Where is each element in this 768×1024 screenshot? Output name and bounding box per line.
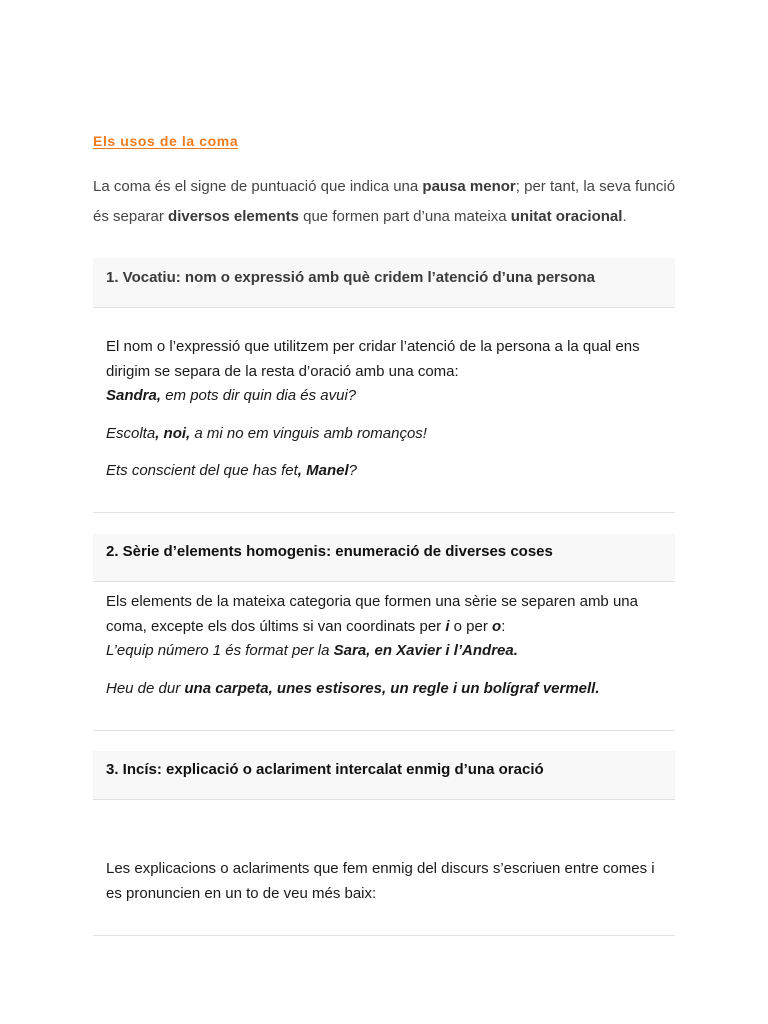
section-3-heading [93,751,675,800]
section-3-body [106,857,666,906]
example-bold: una carpeta, unes estisores, un regle i un bolígraf vermell. [184,679,600,697]
example-bold: Sandra, [106,387,162,404]
section-1-body [106,335,666,484]
section-3-heading-text: 3. Incís: explicació o aclariment intercalat enmig d’una oració [106,761,544,778]
section-1-example-1 [106,384,666,409]
section-2-example-1 [106,639,666,664]
description-text: : [501,617,506,635]
example-text: L’equip número 1 és format per la [106,642,334,659]
example-text: em pots dir quin dia és avui? [161,387,357,404]
section-2-description [106,590,666,639]
description-bold-o: o [492,617,502,635]
intro-paragraph [93,172,678,232]
example-bold: Sara, en Xavier i l’Andrea. [333,642,518,659]
intro-text: . [622,208,627,225]
section-1-description: El nom o l’expressió que utilitzem per cridar l’atenció de la persona a la qual ens dirigim se separa de la resta d’oració amb una coma: [106,338,640,380]
example-text: Escolta [106,424,156,442]
section-2-example-2 [106,677,666,702]
intro-text: que formen part d’una mateixa [298,208,511,225]
example-text: a mi no em vinguis amb romanços! [190,424,427,442]
document-title: Els usos de la coma [93,133,239,149]
section-1-divider [93,512,675,513]
section-2-body [106,590,666,701]
section-3-description: Les explicacions o aclariments que fem enmig del discurs s’escriuen entre comes i es pronuncien en un to de veu més baix: [106,860,655,902]
example-bold: , Manel [297,462,349,479]
description-text: o per [449,617,493,635]
section-1-example-2 [106,422,666,447]
section-1-example-3 [106,459,666,484]
section-1-heading-text: 1. Vocatiu: nom o expressió amb què cridem l’atenció d’una persona [106,269,596,286]
description-text: Els elements de la mateixa categoria que formen una sèrie se separen amb una coma, excepte els dos últims si van coordinats per [106,593,638,635]
intro-bold-unitat-oracional: unitat oracional [510,208,623,225]
example-text: ? [348,462,357,479]
section-1-heading [93,258,675,308]
example-text: Ets conscient del que has fet [106,462,298,479]
intro-bold-diversos-elements: diversos elements [168,208,299,225]
section-2-heading-text: 2. Sèrie d’elements homogenis: enumeració de diverses coses [106,543,553,560]
intro-text: La coma és el signe de puntuació que indica una [93,178,423,195]
section-2-heading [93,534,675,582]
section-2-divider [93,730,675,731]
intro-text: ; per tant, la seva funció és separar [93,178,676,225]
section-3-divider [93,935,675,936]
example-bold: , noi, [155,424,191,442]
description-bold-i: i [445,617,450,635]
intro-bold-pausa-menor: pausa menor [422,178,516,195]
example-text: Heu de dur [106,679,185,697]
